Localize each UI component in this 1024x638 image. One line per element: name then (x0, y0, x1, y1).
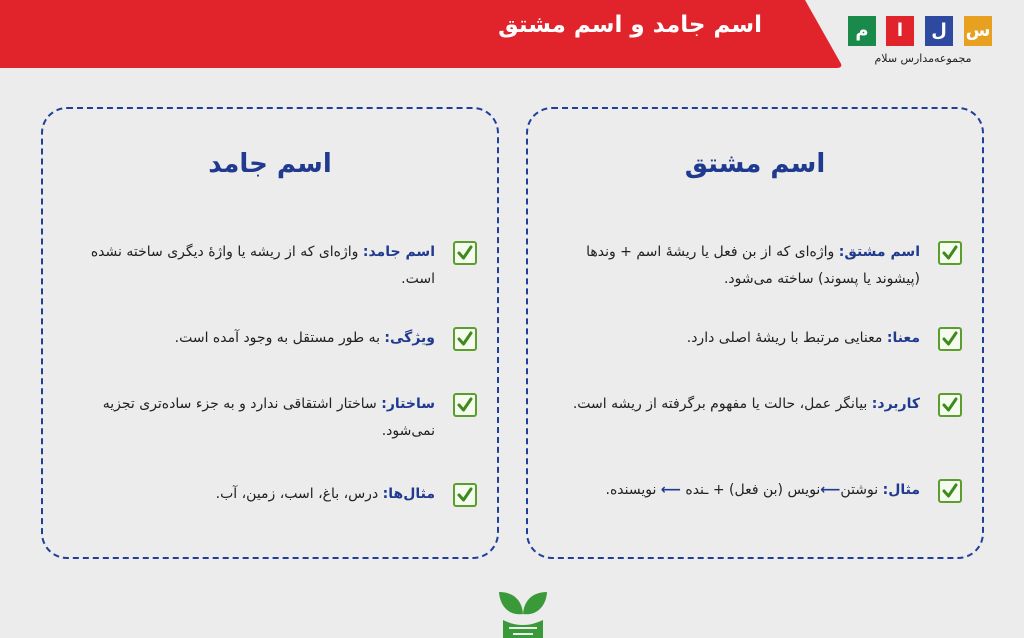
item-text: درس، باغ، اسب، زمین، آب. (215, 486, 383, 502)
list-item (546, 325, 962, 352)
list-item (61, 325, 477, 352)
derived-noun-card (526, 107, 984, 559)
checkbox-icon (453, 241, 477, 265)
item-text: واژه‌ای که از بن فعل یا ریشهٔ اسم + وندها (پیشوند یا پسوند) ساخته می‌شود. (586, 244, 920, 287)
card-title: اسم جامد (208, 149, 332, 179)
example-part: نویس (بن فعل) + ـنده (685, 482, 821, 498)
item-text: معنایی مرتبط با ریشهٔ اصلی دارد. (686, 330, 887, 346)
list-item (546, 391, 962, 418)
checkbox-icon (453, 327, 477, 351)
page-title: اسم جامد و اسم مشتق (498, 12, 762, 38)
item-label: مثال‌ها: (382, 486, 435, 502)
card-title: اسم مشتق (684, 149, 826, 179)
list-item (61, 481, 477, 508)
example-part: نوشتن (840, 482, 883, 498)
checkbox-icon (938, 241, 962, 265)
arrow-left-icon: ⟵ (660, 482, 681, 498)
checkbox-icon (938, 479, 962, 503)
list-item (61, 391, 477, 445)
logo-letter-lam: ل (925, 16, 953, 46)
checkbox-icon (938, 327, 962, 351)
logo (848, 16, 998, 72)
item-label: اسم جامد: (362, 244, 435, 260)
item-text: بیانگر عمل، حالت یا مفهوم برگرفته از ریشه است. (572, 396, 872, 412)
item-label: اسم مشتق: (838, 244, 920, 260)
logo-letter-sin: س (964, 16, 992, 46)
item-label: مثال: (882, 482, 920, 498)
list-item (546, 477, 962, 504)
logo-letter-mim: م (848, 16, 876, 46)
list-item (546, 239, 962, 293)
leaf-logo-icon (497, 584, 549, 638)
logo-subtitle: مجموعه‌مدارس سلام (874, 52, 972, 65)
checkbox-icon (453, 483, 477, 507)
arrow-left-icon: ⟵ (820, 482, 841, 498)
item-text: به طور مستقل به وجود آمده است. (174, 330, 385, 346)
example-part: نویسنده. (605, 482, 657, 498)
list-item (61, 239, 477, 293)
item-label: معنا: (886, 330, 920, 346)
item-text: واژه‌ای که از ریشه یا واژهٔ دیگری ساخته نشده است. (90, 244, 435, 287)
item-label: کاربرد: (871, 396, 920, 412)
item-label: ساختار: (381, 396, 435, 412)
checkbox-icon (453, 393, 477, 417)
logo-letter-alef: ا (886, 16, 914, 46)
checkbox-icon (938, 393, 962, 417)
top-banner (0, 0, 1024, 80)
item-label: ویژگی: (384, 330, 435, 346)
primitive-noun-card (41, 107, 499, 559)
item-text: ساختار اشتقاقی ندارد و به جزء ساده‌تری تجزیه نمی‌شود. (102, 396, 435, 439)
